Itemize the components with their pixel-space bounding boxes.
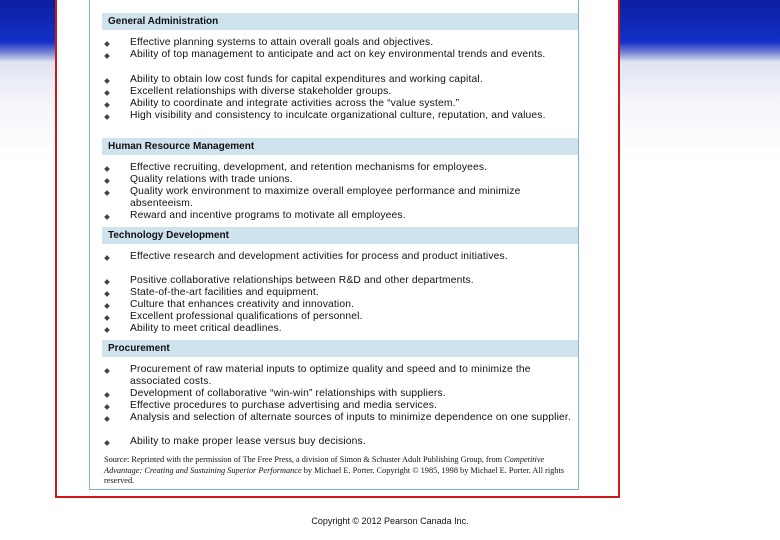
section-header-human-resource-management: Human Resource Management [102, 138, 578, 155]
section-header-general-administration: General Administration [102, 13, 578, 30]
slide-frame [55, 0, 620, 498]
bullet-icon [104, 178, 110, 184]
bullet-icon [104, 53, 110, 59]
bullet-icon [104, 166, 110, 172]
bullet-icon [104, 303, 110, 309]
bullet-icon [104, 416, 110, 422]
bullet-icon [104, 368, 110, 374]
section-header-procurement: Procurement [102, 340, 578, 357]
source-citation: Source: Reprinted with the permission of The Free Press, a division of Simon & Schuster Adult Publishing Group, from Competitive Advantage: Creating and Sustaining Superior Performance by Michael E. Porter. Copyright © 1985, 1998 by Michael E. Porter. All rights reserved. [104, 455, 564, 485]
bullet-icon [104, 190, 110, 196]
source-book-title: Competitive Advantage: Creating and Sustaining Superior Performance [104, 455, 545, 475]
copyright-footer: Copyright © 2012 Pearson Canada Inc. [311, 516, 469, 526]
bullet-icon [104, 315, 110, 321]
bullet-icon [104, 41, 110, 47]
bullet-icon [104, 327, 110, 333]
section-header-technology-development: Technology Development [102, 227, 578, 244]
bullet-icon [104, 291, 110, 297]
bullet-icon [104, 114, 110, 120]
bullet-icon [104, 255, 110, 261]
bullet-icon [104, 102, 110, 108]
bullet-icon [104, 392, 110, 398]
bullet-icon [104, 214, 110, 220]
bullet-icon [104, 404, 110, 410]
bullet-icon [104, 78, 110, 84]
bullet-icon [104, 279, 110, 285]
bullet-icon [104, 440, 110, 446]
bullet-icon [104, 90, 110, 96]
content-panel: General Administration Effective planning systems to attain overall goals and objectives. Ability of top management to anticipate and act on key environmental trends and events. Ability to obtain low cost funds for capital expenditures and working capital. Excellent relationships with diverse stakeholder groups. Ability to coordinate and integrate activities across the “value system.” High visibility and consistency to inculcate organizational culture, reputation, and values. Human Resource Management Effective recruiting, development, and retention mechanisms for employees. Quality relations with trade unions. Quality work environment to maximize overall employee performance and minimize absenteeism. Reward and incentive programs to motivate all employees. Technology Development Effective research and development activities for process and product initiatives. Positive collaborative relationships between R&D and other departments. State-of-the-art facilities and equipment. Culture that enhances creativity and innovation. Excellent professional qualifications of personnel. Ability to meet critical deadlines. Procurement Procurement of raw material inputs to optimize quality and speed and to minimize the associated costs. Development of collaborative “win-win” relationships with suppliers. Effective procedures to purchase advertising and media services. Analysis and selection of alternate sources of inputs to minimize dependence on one supplier. Ability to make proper lease versus buy decisions. Source: Reprinted with the permission of The Free Press, a division of Simon & Schuster Adult Publishing Group, from Competitive Advantage: Creating and Sustaining Superior Performance by Michael E. Porter. Copyright © 1985, 1998 by Michael E. Porter. All rights reserved. [89, 0, 579, 490]
